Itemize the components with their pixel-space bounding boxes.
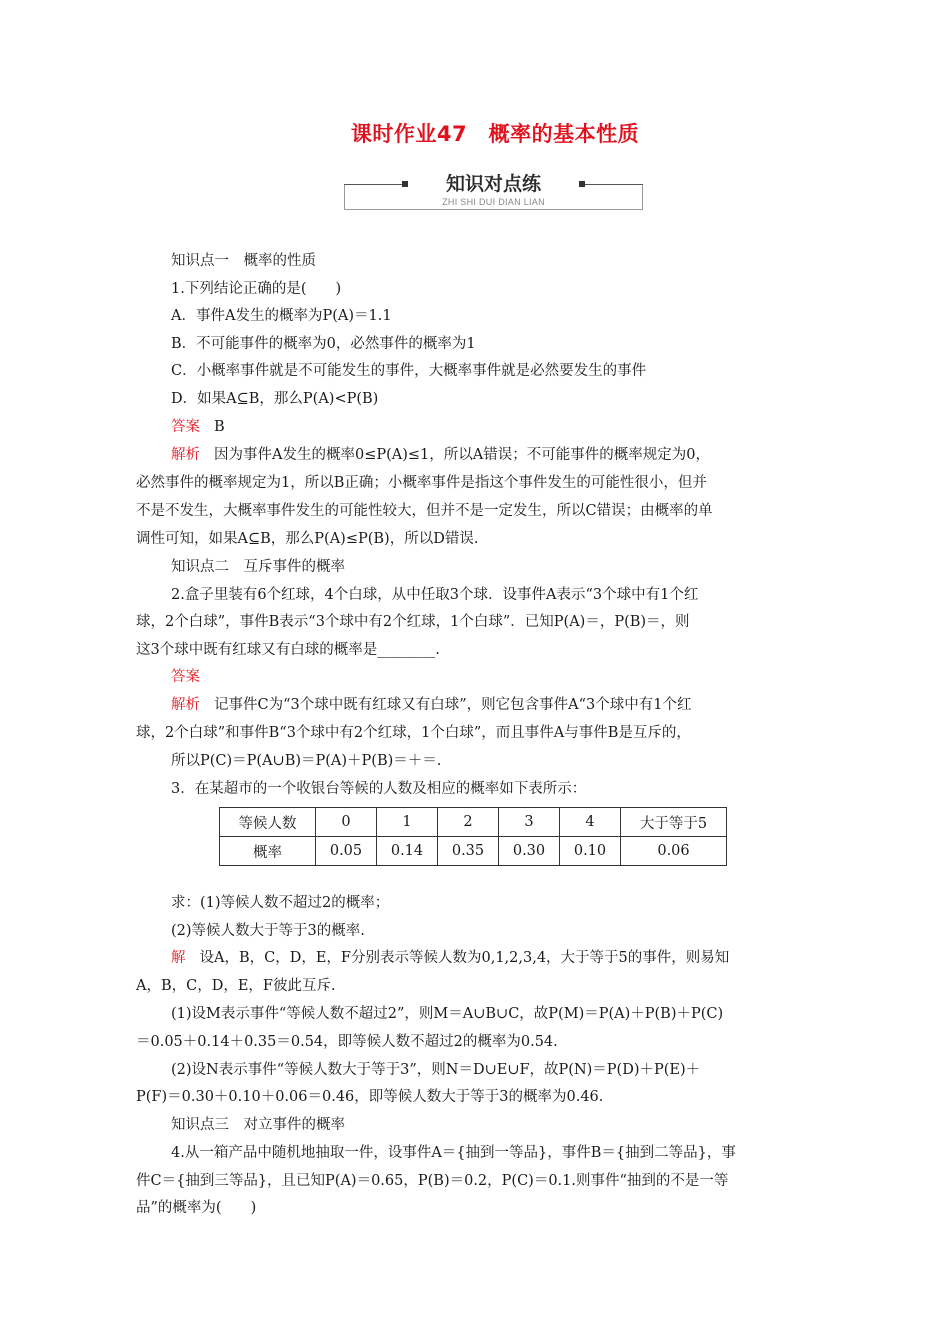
answer-label: 答案 [171, 669, 200, 685]
table-cell: 0.35 [438, 837, 499, 866]
table-row [220, 808, 727, 837]
answer-value: B [214, 419, 225, 435]
analysis-line [171, 695, 691, 715]
banner-title: 知识对点练 [445, 173, 541, 195]
section-heading: 知识点二 互斥事件的概率 [171, 559, 345, 575]
solution-line [171, 948, 729, 968]
analysis-label: 解析 [171, 447, 200, 463]
table-cell: 概率 [220, 837, 316, 866]
paragraph-line: 球，2个白球”，事件B表示“3个球中有2个红球，1个白球”．已知P(A)＝，P(B)＝，则 [136, 614, 690, 630]
question-1-stem: 1.下列结论正确的是( ) [171, 281, 342, 297]
paragraph-line: (1)设M表示事件“等候人数不超过2”，则M＝A∪B∪C，故P(M)＝P(A)＋P(B)＋P(C) [171, 1006, 724, 1022]
solution-text: 设A，B，C，D，E，F分别表示等候人数为0,1,2,3,4，大于等于5的事件，则易知 [199, 950, 730, 966]
table-cell: 等候人数 [220, 808, 316, 837]
table-cell: 1 [377, 808, 438, 837]
table-cell: 0.14 [377, 837, 438, 866]
question-3-ask-2: (2)等候人数大于等于3的概率. [171, 923, 365, 939]
paragraph-line: 品”的概率为( ) [136, 1200, 257, 1216]
paragraph-line: 所以P(C)＝P(A∪B)＝P(A)＋P(B)＝＋＝. [171, 753, 442, 769]
paragraph-line: 件C＝{抽到三等品}，且已知P(A)＝0.65，P(B)＝0.2，P(C)＝0.1.则事件“抽到的不是一等 [136, 1173, 729, 1189]
table-cell: 2 [438, 808, 499, 837]
analysis-text: 记事件C为“3个球中既有红球又有白球”，则它包含事件A“3个球中有1个红 [214, 697, 692, 713]
table-cell: 大于等于5 [621, 808, 727, 837]
table-cell: 0 [316, 808, 377, 837]
section-heading: 知识点一 概率的性质 [171, 253, 316, 269]
table-cell: 0.10 [560, 837, 621, 866]
paragraph-line: P(F)＝0.30＋0.10＋0.06＝0.46，即等候人数大于等于3的概率为0.46. [136, 1089, 604, 1105]
paragraph-line: 不是不发生，大概率事件发生的可能性较大，但并不是一定发生，所以C错误；由概率的单 [136, 503, 713, 519]
question-3-ask-1: 求：(1)等候人数不超过2的概率； [171, 895, 390, 911]
question-2-stem: 2.盒子里装有6个红球，4个白球，从中任取3个球．设事件A表示“3个球中有1个红 [171, 587, 699, 603]
paragraph-line: 球，2个白球”和事件B“3个球中有2个红球，1个白球”，而且事件A与事件B是互斥的， [136, 725, 691, 741]
answer-label: 答案 [171, 419, 200, 435]
option-c: C．小概率事件就是不可能发生的事件，大概率事件就是必然要发生的事件 [171, 363, 647, 379]
question-3-stem: 3．在某超市的一个收银台等候的人数及相应的概率如下表所示： [171, 781, 587, 797]
waiting-probability-table [219, 807, 727, 866]
section-heading: 知识点三 对立事件的概率 [171, 1117, 345, 1133]
table-cell: 0.05 [316, 837, 377, 866]
banner-subtitle: ZHI SHI DUI DIAN LIAN [442, 197, 545, 207]
option-a: A．事件A发生的概率为P(A)＝1.1 [171, 308, 392, 324]
table-cell: 4 [560, 808, 621, 837]
table-cell: 3 [499, 808, 560, 837]
option-b: B．不可能事件的概率为0，必然事件的概率为1 [171, 336, 476, 352]
table-row [220, 837, 727, 866]
solution-label: 解 [171, 950, 186, 966]
answer-line [171, 417, 225, 437]
analysis-text: 因为事件A发生的概率0≤P(A)≤1，所以A错误；不可能事件的概率规定为0， [214, 447, 710, 463]
section-banner [344, 172, 643, 211]
paragraph-line: A，B，C，D，E，F彼此互斥. [136, 978, 336, 994]
page-title: 课时作业47 概率的基本性质 [350, 122, 640, 146]
paragraph-line: ＝0.05＋0.14＋0.35＝0.54，即等候人数不超过2的概率为0.54. [136, 1034, 558, 1050]
table-cell: 0.06 [621, 837, 727, 866]
analysis-label: 解析 [171, 697, 200, 713]
paragraph-line: 调性可知，如果A⊆B，那么P(A)≤P(B)，所以D错误. [136, 531, 479, 547]
question-4-stem: 4.从一箱产品中随机地抽取一件，设事件A＝{抽到一等品}，事件B＝{抽到二等品}，事 [171, 1145, 736, 1161]
analysis-line [171, 445, 710, 465]
table-cell: 0.30 [499, 837, 560, 866]
paragraph-line: 这3个球中既有红球又有白球的概率是________. [136, 642, 440, 658]
paragraph-line: 必然事件的概率规定为1，所以B正确；小概率事件是指这个事件发生的可能性很小，但并 [136, 475, 707, 491]
option-d: D．如果A⊆B，那么P(A)<P(B) [171, 391, 379, 407]
paragraph-line: (2)设N表示事件“等候人数大于等于3”，则N＝D∪E∪F，故P(N)＝P(D)＋P(E)＋ [171, 1062, 701, 1078]
answer-line [171, 667, 200, 687]
